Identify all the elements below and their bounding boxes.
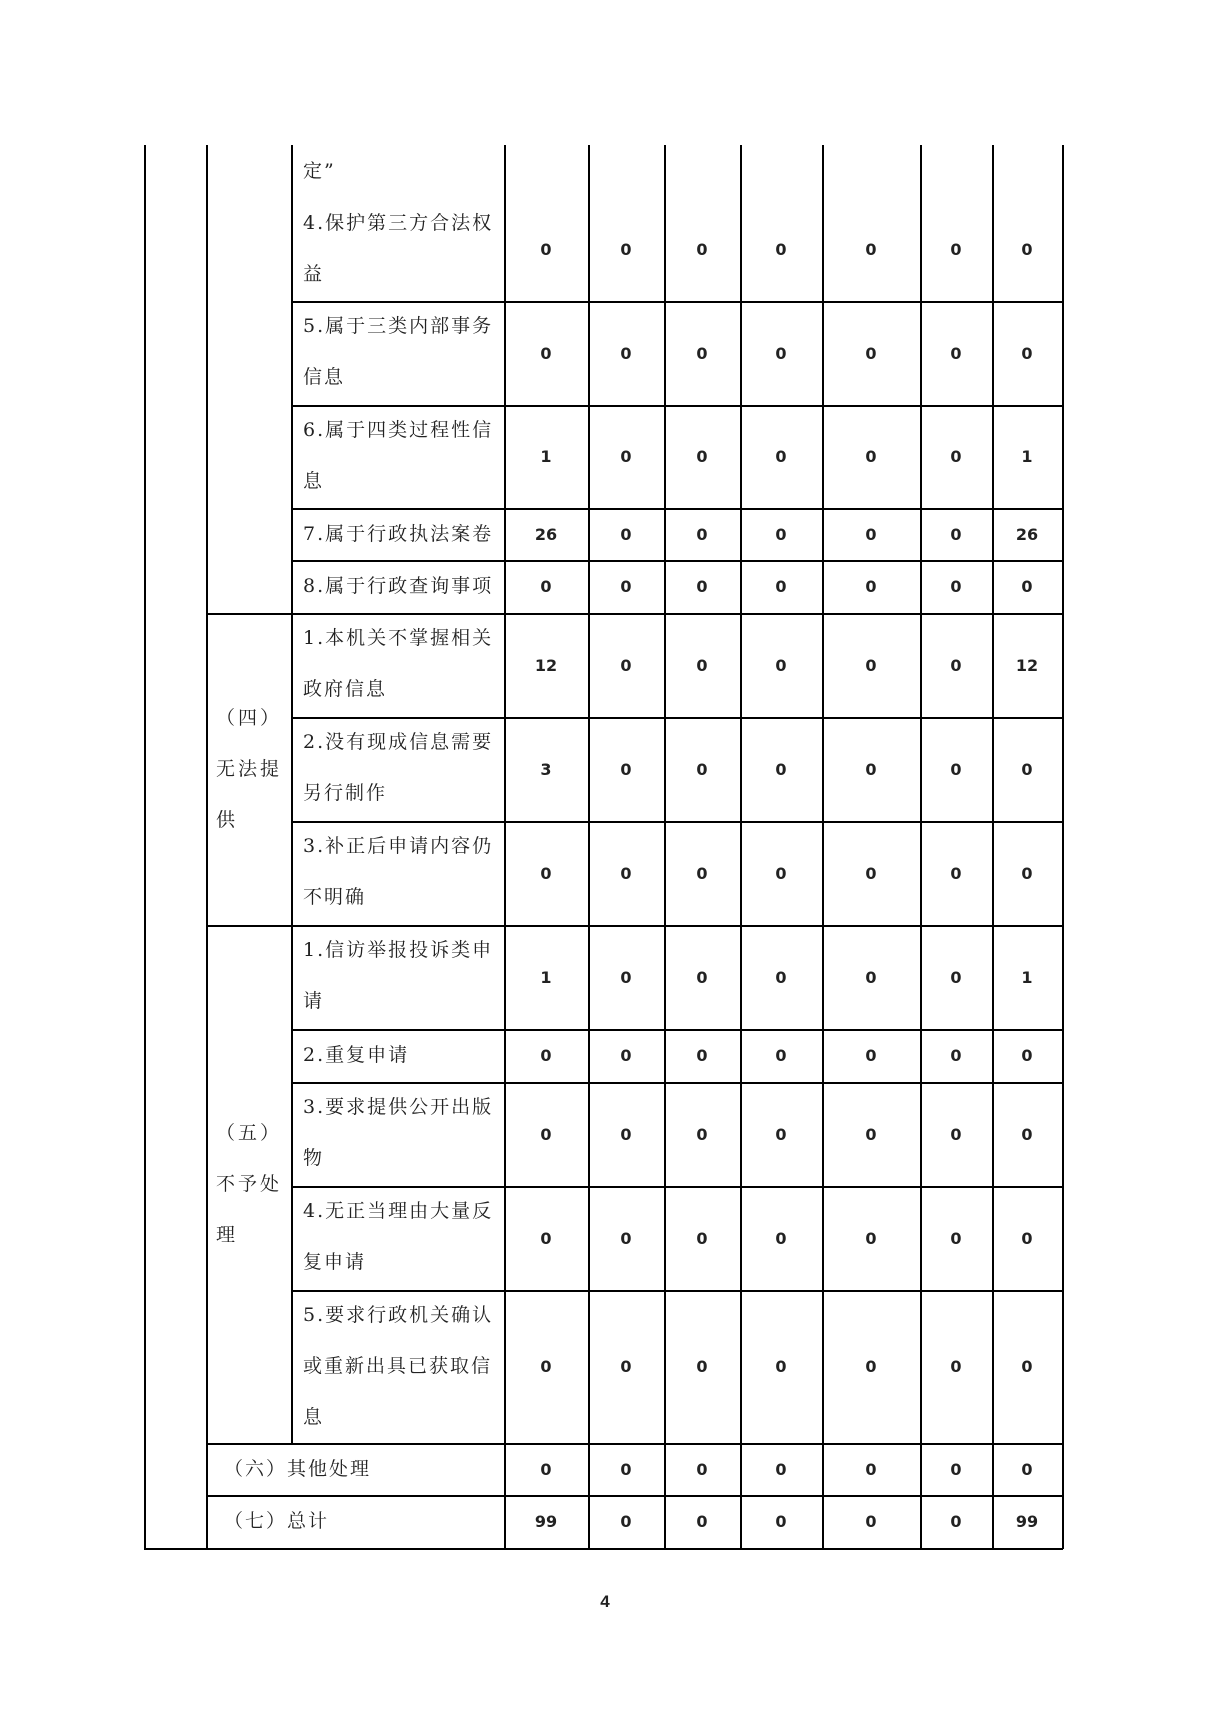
row-label: 5.属于三类内部事务信息: [303, 315, 494, 388]
table-cell: 0: [1021, 1228, 1033, 1248]
row-label: 3.要求提供公开出版物: [303, 1096, 494, 1169]
table-cell: 12: [534, 655, 558, 675]
table-cell: 1: [540, 447, 552, 466]
category-label: [206, 613, 291, 925]
category-label-line: （五）: [216, 1121, 283, 1144]
table-cell: 0: [865, 447, 877, 466]
table-cell: 0: [775, 759, 787, 779]
table-cell: 0: [950, 1046, 962, 1065]
table-cell: 0: [696, 863, 708, 883]
table-cell: 0: [696, 1459, 708, 1479]
table-cell: 0: [865, 863, 877, 883]
table-cell: 0: [620, 1357, 632, 1376]
row-label: 4.保护第三方合法权益: [303, 212, 494, 285]
row-label: 6.属于四类过程性信息: [303, 419, 494, 492]
table-cell: 3: [540, 759, 552, 779]
table-cell: 0: [950, 577, 962, 596]
column-rule: [992, 145, 994, 1549]
column-rule: [504, 145, 506, 1549]
row-label: 2.重复申请: [303, 1044, 410, 1066]
page-number: 4: [600, 1592, 610, 1611]
table-cell: 0: [950, 1512, 962, 1531]
category-label-line: 无法提: [216, 757, 283, 780]
table-cell: 0: [696, 1512, 708, 1531]
table-cell: 0: [540, 1228, 552, 1248]
table-cell: 0: [620, 343, 632, 363]
row-label: 4.无正当理由大量反复申请: [303, 1200, 494, 1273]
row-label: 5.要求行政机关确认或重新出具已获取信息: [303, 1304, 494, 1428]
table-cell: 0: [950, 1228, 962, 1248]
table-cell: 0: [696, 343, 708, 363]
table-cell: 99: [1015, 1512, 1039, 1531]
table-cell: 0: [620, 447, 632, 466]
column-rule: [588, 145, 590, 1549]
column-rule: [920, 145, 922, 1549]
table-cell: 0: [620, 1124, 632, 1144]
table-cell: 0: [865, 967, 877, 987]
table-cell: 0: [620, 967, 632, 987]
table-cell: 0: [950, 863, 962, 883]
table-cell: 0: [696, 577, 708, 596]
table-cell: 0: [865, 240, 877, 259]
table-cell: 1: [540, 967, 552, 987]
table-cell: 0: [775, 1512, 787, 1531]
table-cell: 0: [775, 240, 787, 259]
table-cell: 0: [865, 1357, 877, 1376]
table-cell: 0: [1021, 759, 1033, 779]
table-cell: 0: [540, 343, 552, 363]
table-cell: 0: [620, 1046, 632, 1065]
column-rule: [822, 145, 824, 1549]
table-cell: 0: [950, 967, 962, 987]
table-cell: 0: [1021, 1459, 1033, 1479]
table-cell: 0: [775, 1357, 787, 1376]
table-cell: 0: [620, 524, 632, 544]
table-cell: 0: [696, 447, 708, 466]
table-cell: 0: [950, 759, 962, 779]
row-label: 1.信访举报投诉类申请: [303, 939, 494, 1012]
table-cell: 0: [775, 863, 787, 883]
table-cell: 0: [950, 1357, 962, 1376]
table-cell: 0: [1021, 1046, 1033, 1065]
table-cell: 0: [775, 1228, 787, 1248]
table-cell: 0: [775, 1046, 787, 1065]
table-cell: 0: [540, 1459, 552, 1479]
table-cell: 0: [620, 240, 632, 259]
table-cell: 0: [540, 1357, 552, 1376]
table-cell: 1: [1021, 967, 1033, 987]
table-cell: 0: [620, 1459, 632, 1479]
table-cell: 0: [775, 343, 787, 363]
table-cell: 0: [775, 655, 787, 675]
table-bottom-rule: [144, 1548, 1063, 1550]
table-cell: 0: [865, 1459, 877, 1479]
column-rule: [740, 145, 742, 1549]
row-label: 2.没有现成信息需要另行制作: [303, 731, 494, 804]
table-cell: 0: [620, 1512, 632, 1531]
table-cell: 0: [1021, 343, 1033, 363]
table-cell: 0: [540, 1046, 552, 1065]
table-cell: 0: [1021, 577, 1033, 596]
row-label: 8.属于行政查询事项: [303, 575, 494, 597]
table-cell: 0: [620, 655, 632, 675]
table-cell: 0: [950, 524, 962, 544]
row-label: 7.属于行政执法案卷: [303, 523, 494, 545]
column-rule: [664, 145, 666, 1549]
table-cell: 0: [540, 577, 552, 596]
table-cell: 0: [1021, 240, 1033, 259]
summary-label: （七）总计: [224, 1510, 330, 1532]
table-cell: 0: [865, 1228, 877, 1248]
table-cell: 0: [620, 863, 632, 883]
table-cell: 0: [775, 447, 787, 466]
table-cell: 26: [1015, 524, 1039, 544]
table-cell: 0: [696, 240, 708, 259]
category-rule: [206, 145, 208, 1549]
table-cell: 12: [1015, 655, 1039, 675]
category-label-line: 不予处: [216, 1172, 283, 1195]
table-cell: 0: [950, 447, 962, 466]
table-cell: 1: [1021, 447, 1033, 466]
table-cell: 26: [534, 524, 558, 544]
table-cell: 0: [696, 524, 708, 544]
table-cell: 0: [696, 967, 708, 987]
table-cell: 0: [950, 1124, 962, 1144]
table-cell: 0: [950, 1459, 962, 1479]
table-cell: 0: [620, 577, 632, 596]
row-label: 3.补正后申请内容仍不明确: [303, 835, 494, 908]
table-cell: 0: [865, 343, 877, 363]
table-cell: 0: [620, 759, 632, 779]
table-cell: 0: [620, 1228, 632, 1248]
table-cell: 0: [1021, 863, 1033, 883]
table-cell: 99: [534, 1512, 558, 1531]
table-cell: 0: [540, 1124, 552, 1144]
table-cell: 0: [540, 240, 552, 259]
summary-label: （六）其他处理: [224, 1458, 372, 1480]
continued-row-label: 定”: [303, 160, 336, 182]
table-cell: 0: [865, 1124, 877, 1144]
table-cell: 0: [865, 655, 877, 675]
table-cell: 0: [1021, 1357, 1033, 1376]
table-cell: 0: [696, 1228, 708, 1248]
table-cell: 0: [775, 524, 787, 544]
table-cell: 0: [540, 863, 552, 883]
table-cell: 0: [865, 577, 877, 596]
category-label: [206, 925, 291, 1443]
table-cell: 0: [865, 524, 877, 544]
row-label: 1.本机关不掌握相关政府信息: [303, 627, 494, 700]
table-cell: 0: [865, 759, 877, 779]
table-cell: 0: [950, 655, 962, 675]
table-cell: 0: [696, 1357, 708, 1376]
table-cell: 0: [696, 1046, 708, 1065]
outer-left-rule: [144, 145, 146, 1549]
table-cell: 0: [696, 759, 708, 779]
table-cell: 0: [696, 1124, 708, 1144]
table-cell: 0: [775, 967, 787, 987]
table-cell: 0: [1021, 1124, 1033, 1144]
table-cell: 0: [865, 1046, 877, 1065]
category-label-line: 理: [216, 1223, 239, 1246]
table-cell: 0: [950, 343, 962, 363]
table-cell: 0: [775, 1459, 787, 1479]
column-rule: [1062, 145, 1064, 1549]
table-cell: 0: [775, 577, 787, 596]
table-cell: 0: [775, 1124, 787, 1144]
label-rule: [291, 145, 293, 1443]
table-cell: 0: [865, 1512, 877, 1531]
table-cell: 0: [696, 655, 708, 675]
category-label-line: （四）: [216, 706, 283, 729]
table-cell: 0: [950, 240, 962, 259]
category-label-line: 供: [216, 808, 239, 831]
